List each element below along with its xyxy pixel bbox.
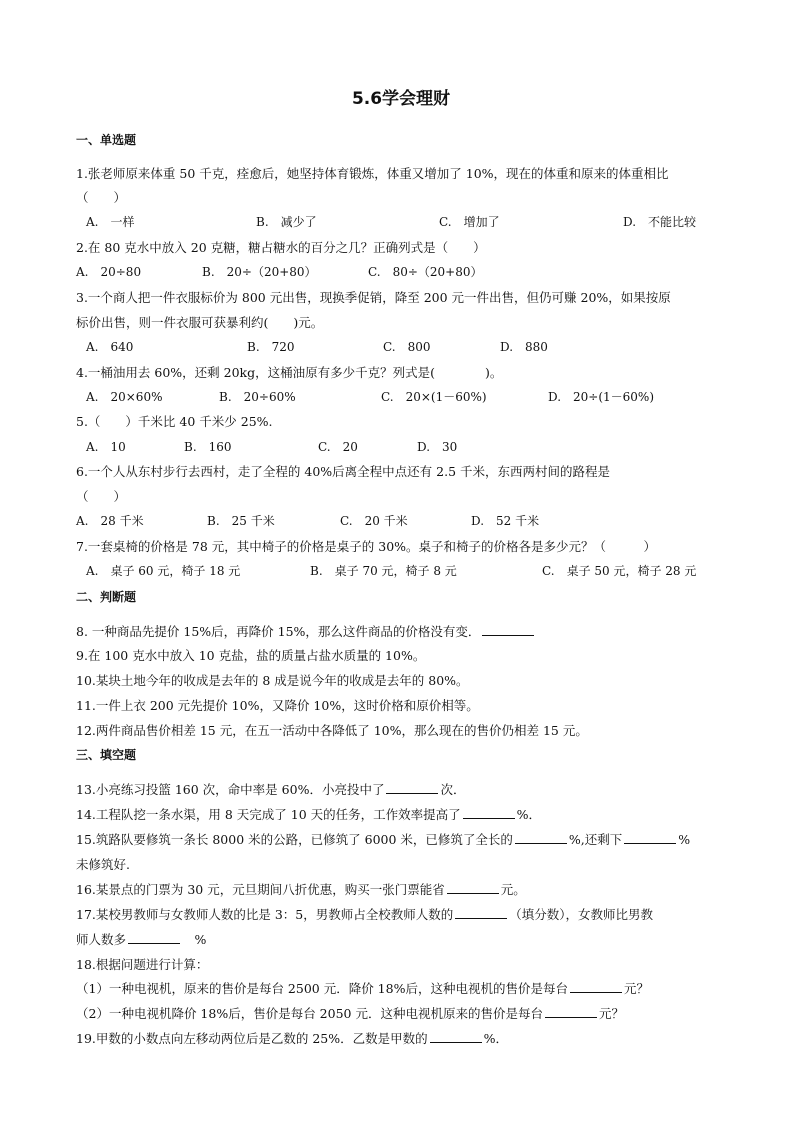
option-d: D. 30 [417, 440, 458, 454]
question-9: 9.在 100 克水中放入 10 克盐，盐的质量占盐水质量的 10%。 [76, 648, 426, 663]
answer-blank[interactable] [482, 623, 534, 636]
question-15-line-1 [76, 830, 690, 848]
answer-blank[interactable] [128, 931, 180, 944]
answer-blank[interactable] [545, 1005, 597, 1018]
option-b: B. 减少了 [256, 215, 317, 229]
question-1-options [76, 213, 726, 229]
question-13-text: 13.小亮练习投篮 160 次，命中率是 60%．小亮投中了 [76, 782, 385, 797]
question-17-text: 17.某校男教师与女教师人数的比是 3：5，男教师占全校教师人数的 [76, 907, 454, 922]
option-c: C. 20 千米 [340, 514, 408, 528]
option-b: B. 20÷60% [219, 390, 296, 404]
answer-blank[interactable] [624, 831, 676, 844]
question-3-options [76, 338, 726, 354]
option-d: D. 880 [500, 340, 548, 354]
question-5-options [76, 438, 726, 454]
option-d: D. 52 千米 [471, 514, 540, 528]
question-11: 11.一件上衣 200 元先提价 10%，又降价 10%，这时价格和原价相等。 [76, 698, 479, 713]
question-1-line-2: （ ） [76, 190, 127, 205]
option-a: A. 桌子 60 元，椅子 18 元 [86, 564, 241, 578]
option-b: B. 25 千米 [207, 514, 275, 528]
question-14-text: 14.工程队挖一条水渠，用 8 天完成了 10 天的任务，工作效率提高了 [76, 807, 461, 822]
question-7-options [76, 562, 726, 578]
question-3-line-1: 3.一个商人把一件衣服标价为 800 元出售，现换季促销，降至 200 元一件出售，但仍可赚 20%，如果按原 [76, 290, 671, 305]
question-4-options [76, 388, 726, 404]
question-19-suffix: %． [483, 1031, 509, 1046]
option-d: D. 20÷(1－60%) [548, 390, 655, 404]
question-2-line-1: 2.在 80 克水中放入 20 克糖，糖占糖水的百分之几？正确列式是（ ） [76, 240, 486, 255]
option-a: A. 28 千米 [76, 514, 144, 528]
question-18-part-1-text: （1）一种电视机，原来的售价是每台 2500 元．降价 18%后，这种电视机的售价是每台 [76, 981, 568, 996]
question-17-line-2-text: 师人数多 [76, 932, 127, 947]
question-14 [76, 805, 541, 823]
answer-blank[interactable] [515, 831, 567, 844]
answer-blank[interactable] [430, 1030, 482, 1043]
question-7-line-1: 7.一套桌椅的价格是 78 元，其中椅子的价格是桌子的 30%。桌子和椅子的价格各是多少元？（ ） [76, 539, 657, 554]
question-2-options [76, 263, 726, 279]
question-14-suffix: %． [516, 807, 542, 822]
question-15-line-2: 未修筑好. [76, 857, 130, 872]
question-6-options [76, 512, 726, 528]
option-a: A. 20÷80 [76, 265, 142, 279]
question-19-text: 19.甲数的小数点向左移动两位后是乙数的 25%．乙数是甲数的 [76, 1031, 428, 1046]
answer-blank[interactable] [455, 906, 507, 919]
answer-blank[interactable] [447, 881, 499, 894]
option-d: D. 不能比较 [623, 215, 697, 229]
option-b: B. 桌子 70 元，椅子 8 元 [310, 564, 457, 578]
option-c: C. 桌子 50 元，椅子 28 元 [542, 564, 697, 578]
answer-blank[interactable] [463, 806, 515, 819]
question-18-part-1-suffix: 元？ [623, 981, 649, 996]
option-a: A. 一样 [86, 215, 135, 229]
option-b: B. 720 [247, 340, 295, 354]
question-8-text: 8. 一种商品先提价 15%后，再降价 15%，那么这件商品的价格没有变． [76, 624, 481, 639]
question-12: 12.两件商品售价相差 15 元，在五一活动中各降低了 10%，那么现在的售价仍相差 15 元。 [76, 723, 588, 738]
option-c: C. 20×(1－60%) [381, 390, 487, 404]
question-18-part-2-text: （2）一种电视机降价 18%后，售价是每台 2050 元．这种电视机原来的售价是每台 [76, 1006, 543, 1021]
section-heading-fill-in: 三、填空题 [76, 748, 137, 762]
option-a: A. 640 [86, 340, 134, 354]
question-18-part-2-suffix: 元？ [598, 1006, 624, 1021]
option-c: C. 20 [318, 440, 358, 454]
question-15-text: 15.筑路队要修筑一条长 8000 米的公路，已修筑了 6000 米，已修筑了全长的 [76, 832, 513, 847]
answer-blank[interactable] [570, 980, 622, 993]
question-18-part-2 [76, 1004, 624, 1022]
question-13-suffix: 次． [440, 782, 466, 797]
question-5-line-1: 5.（ ）千米比 40 千米少 25%. [76, 414, 273, 429]
question-16 [76, 880, 526, 898]
option-c: C. 增加了 [439, 215, 500, 229]
section-heading-true-false: 二、判断题 [76, 590, 137, 604]
question-15-suffix: % [678, 832, 691, 847]
option-b: B. 20÷（20+80） [202, 265, 317, 279]
question-17-line-2 [76, 930, 206, 948]
question-19 [76, 1029, 508, 1047]
question-6-line-2: （ ） [76, 489, 127, 504]
question-17-mid: （填分数），女教师比男教 [509, 907, 654, 922]
section-heading-single-choice: 一、单选题 [76, 133, 137, 147]
question-16-suffix: 元。 [500, 882, 526, 897]
question-4-line-1: 4.一桶油用去 60%，还剩 20kg，这桶油原有多少千克？列式是( )。 [76, 365, 503, 380]
question-18-line-1: 18.根据问题进行计算： [76, 957, 209, 972]
option-c: C. 800 [383, 340, 431, 354]
page-title: 5.6学会理财 [351, 89, 451, 109]
question-8 [76, 622, 536, 640]
question-6-line-1: 6.一个人从东村步行去西村，走了全程的 40%后离全程中点还有 2.5 千米，东西两村间的路程是 [76, 464, 611, 479]
question-16-text: 16.某景点的门票为 30 元，元旦期间八折优惠，购买一张门票能省 [76, 882, 445, 897]
question-3-line-2: 标价出售，则一件衣服可获暴利约( )元。 [76, 315, 324, 330]
option-c: C. 80÷（20+80） [368, 265, 483, 279]
question-18-part-1 [76, 979, 649, 997]
question-15-mid: %,还剩下 [568, 832, 623, 847]
question-17-line-1 [76, 905, 653, 923]
question-13 [76, 780, 465, 798]
option-a: A. 20×60% [86, 390, 163, 404]
question-1-line-1: 1.张老师原来体重 50 千克，痊愈后，她坚持体育锻炼，体重又增加了 10%，现在的体重和原来的体重相比 [76, 166, 669, 181]
answer-blank[interactable] [386, 781, 438, 794]
option-b: B. 160 [184, 440, 232, 454]
option-a: A. 10 [86, 440, 126, 454]
question-10: 10.某块土地今年的收成是去年的 8 成是说今年的收成是去年的 80%。 [76, 673, 469, 688]
question-17-suffix: % [194, 932, 207, 947]
